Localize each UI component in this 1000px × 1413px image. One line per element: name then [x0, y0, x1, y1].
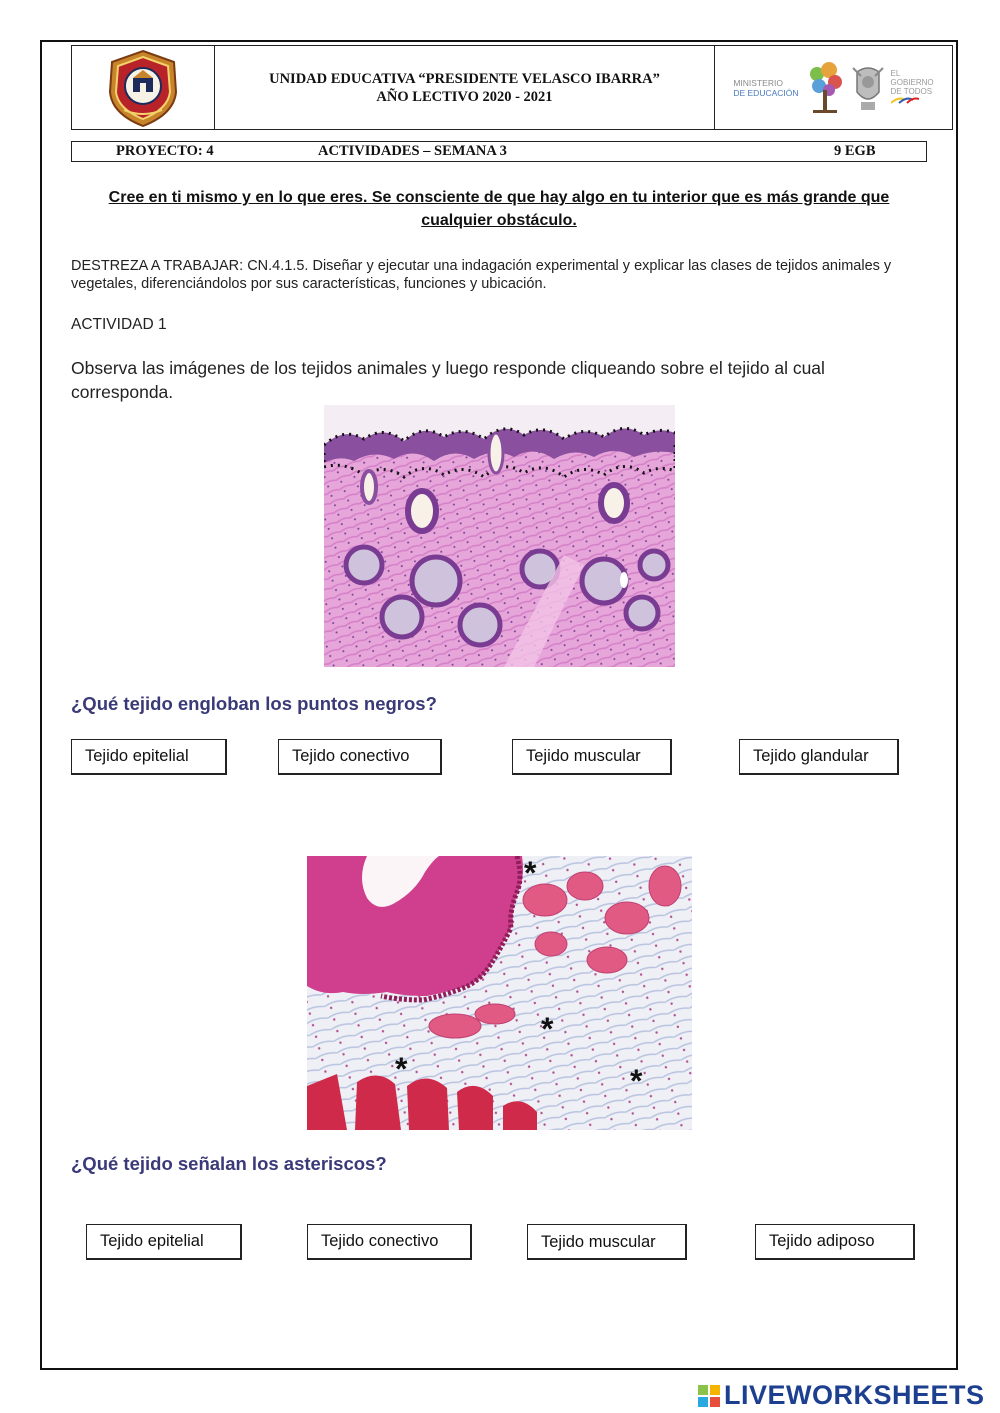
coat-of-arms-icon: [851, 62, 885, 114]
asterisk-3: *: [395, 1051, 408, 1087]
motto: Cree en ti mismo y en lo que eres. Se consciente de que hay algo en tu interior que es más grande que cualquier obstáculo.: [108, 189, 890, 229]
school-title-cell: [215, 46, 715, 129]
q1-option-epitelial[interactable]: Tejido epitelial: [71, 739, 227, 775]
question-2: ¿Qué tejido señalan los asteriscos?: [71, 1153, 387, 1174]
flag-swoosh-icon: [891, 96, 919, 104]
asterisk-1: *: [524, 856, 537, 891]
grade-label: 9 EGB: [834, 143, 876, 159]
tree-logo-icon: [805, 60, 845, 116]
connective-tissue-image: [307, 856, 692, 1130]
liveworksheets-logo[interactable]: [698, 1380, 985, 1411]
project-label: PROYECTO: 4: [116, 143, 214, 159]
asterisk-2: *: [541, 1011, 554, 1047]
school-name: UNIDAD EDUCATIVA “PRESIDENTE VELASCO IBARRA”: [269, 70, 660, 87]
skill-description: DESTREZA A TRABAJAR: CN.4.1.5. Diseñar y ejecutar una indagación experimental y explicar las clases de tejidos animales y vegetales, diferenciándolos por sus características, funciones y ubicación.: [71, 258, 892, 292]
q1-option-muscular[interactable]: Tejido muscular: [512, 739, 672, 775]
q1-option-conectivo[interactable]: Tejido conectivo: [278, 739, 442, 775]
q1-option-glandular[interactable]: Tejido glandular: [739, 739, 899, 775]
activities-label: ACTIVIDADES – SEMANA 3: [318, 143, 507, 159]
school-logo-cell: [72, 46, 215, 129]
ministry-logo: MINISTERIO DE EDUCACIÓN: [733, 77, 799, 98]
q2-option-epitelial[interactable]: Tejido epitelial: [86, 1224, 242, 1260]
activity-title: ACTIVIDAD 1: [71, 316, 167, 333]
ministry-logos-cell: [715, 46, 952, 129]
q2-option-muscular[interactable]: Tejido muscular: [527, 1224, 687, 1260]
school-year: AÑO LECTIVO 2020 - 2021: [376, 88, 553, 105]
school-crest-logo: [104, 48, 182, 128]
header-table: [71, 45, 953, 130]
question-1: ¿Qué tejido engloban los puntos negros?: [71, 693, 437, 714]
instruction: Observa las imágenes de los tejidos animales y luego responde cliqueando sobre el tejido al cual corresponda.: [71, 358, 825, 402]
asterisk-4: *: [630, 1063, 643, 1099]
project-bar: [71, 141, 927, 162]
liveworksheets-brand: LIVEWORKSHEETS: [724, 1380, 985, 1410]
q2-option-adiposo[interactable]: Tejido adiposo: [755, 1224, 915, 1260]
liveworksheets-grid-icon: [698, 1385, 720, 1407]
skin-tissue-image: [324, 405, 675, 667]
q2-option-conectivo[interactable]: Tejido conectivo: [307, 1224, 472, 1260]
government-logo: EL GOBIERNO DE TODOS: [891, 69, 934, 106]
